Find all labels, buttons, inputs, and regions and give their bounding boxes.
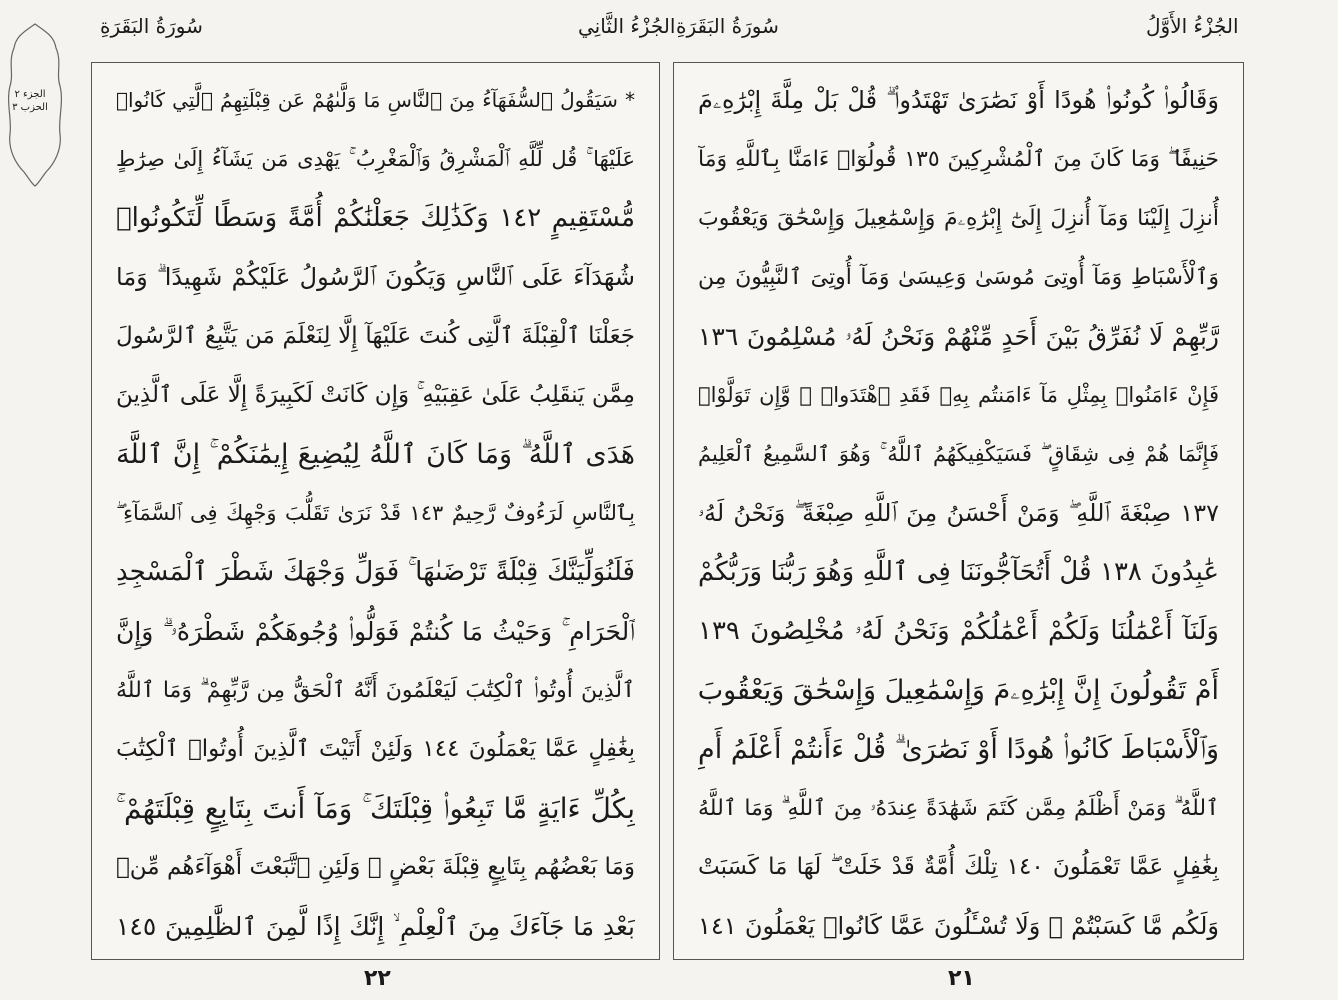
right-line: وَٱلْأَسْبَاطِ وَمَآ أُوتِىَ مُوسَىٰ وَعِيسَىٰ وَمَآ أُوتِىَ ٱلنَّبِيُّونَ مِن xyxy=(698,265,1219,290)
left-line: * سَيَقُولُ ٱلسُّفَهَآءُ مِنَ ٱلنَّاسِ مَا وَلَّىٰهُمْ عَن قِبْلَتِهِمُ ٱلَّتِي كَانُوا۟ xyxy=(116,88,635,112)
right-page-frame xyxy=(673,62,1244,960)
right-line: رَّبِّهِمْ لَا نُفَرِّقُ بَيْنَ أَحَدٍ مِّنْهُمْ وَنَحْنُ لَهُۥ مُسْلِمُونَ ١٣٦ xyxy=(698,322,1219,351)
left-line: ٱلَّذِينَ أُوتُوا۟ ٱلْكِتَٰبَ لَيَعْلَمُونَ أَنَّهُ ٱلْحَقُّ مِن رَّبِّهِمْ ۗ وَمَا ٱللَّهُ xyxy=(116,678,635,703)
right-line: بِغَٰفِلٍ عَمَّا تَعْمَلُونَ ١٤٠ تِلْكَ أُمَّةٌ قَدْ خَلَتْ ۖ لَهَا مَا كَسَبَتْ xyxy=(698,854,1219,880)
left-line: مُّسْتَقِيمٍ ١٤٢ وَكَذَٰلِكَ جَعَلْنَٰكُمْ أُمَّةً وَسَطًا لِّتَكُونُوا۟ xyxy=(116,203,635,233)
left-line: فَلَنُوَلِّيَنَّكَ قِبْلَةً تَرْضَىٰهَا ۚ فَوَلِّ وَجْهَكَ شَطْرَ ٱلْمَسْجِدِ xyxy=(116,557,635,587)
left-line: بَعْدِ مَا جَآءَكَ مِنَ ٱلْعِلْمِ ۙ إِنَّكَ إِذًا لَّمِنَ ٱلظَّٰلِمِينَ ١٤٥ xyxy=(116,912,635,941)
marker-juz: الجزء ٢ xyxy=(14,89,46,100)
left-line: هَدَى ٱللَّهُ ۗ وَمَا كَانَ ٱللَّهُ لِيُضِيعَ إِيمَٰنَكُمْ ۚ إِنَّ ٱللَّهَ xyxy=(116,439,635,470)
right-line: وَٱلْأَسْبَاطَ كَانُوا۟ هُودًا أَوْ نَصَٰرَىٰ ۗ قُلْ ءَأَنتُمْ أَعْلَمُ أَمِ xyxy=(698,734,1219,765)
left-header-surah: سُورَةُ البَقَرَةِ xyxy=(100,14,203,38)
left-line: بِٱلنَّاسِ لَرَءُوفٌ رَّحِيمٌ ١٤٣ قَدْ نَرَىٰ تَقَلُّبَ وَجْهِكَ فِى ٱلسَّمَآءِ ۖ xyxy=(116,501,635,525)
right-line: عَٰبِدُونَ ١٣٨ قُلْ أَتُحَآجُّونَنَا فِى ٱللَّهِ وَهُوَ رَبُّنَا وَرَبُّكُمْ xyxy=(698,557,1219,587)
left-line: شُهَدَآءَ عَلَى ٱلنَّاسِ وَيَكُونَ ٱلرَّسُولُ عَلَيْكُمْ شَهِيدًا ۗ وَمَا xyxy=(116,263,635,291)
right-header-surah: سُورَةُ البَقَرَةِ xyxy=(676,14,779,38)
right-line: فَإِنْ ءَامَنُوا۟ بِمِثْلِ مَآ ءَامَنتُم بِهِۦ فَقَدِ ٱهْتَدَوا۟ ۖ وَّإِن تَوَلَّوْا۟ xyxy=(698,383,1219,407)
right-line: أُنزِلَ إِلَيْنَا وَمَآ أُنزِلَ إِلَىٰٓ إِبْرَٰهِۦمَ وَإِسْمَٰعِيلَ وَإِسْحَٰقَ وَيَعْقُوبَ xyxy=(698,206,1219,231)
right-line: حَنِيفًا ۖ وَمَا كَانَ مِنَ ٱلْمُشْرِكِينَ ١٣٥ قُولُوٓا۟ ءَامَنَّا بِٱللَّهِ وَمَآ xyxy=(698,147,1219,172)
left-line: بِكُلِّ ءَايَةٍ مَّا تَبِعُوا۟ قِبْلَتَكَ ۚ وَمَآ أَنتَ بِتَابِعٍ قِبْلَتَهُمْ ۚ xyxy=(116,792,635,825)
left-header-juz: الجُزْءُ الثَّانِي xyxy=(578,14,676,38)
left-line: مِمَّن يَنقَلِبُ عَلَىٰ عَقِبَيْهِ ۚ وَإِن كَانَتْ لَكَبِيرَةً إِلَّا عَلَى ٱلَّذِينَ xyxy=(116,382,635,408)
right-page-number: ٢١ xyxy=(948,966,975,991)
left-page-number: ٢٢ xyxy=(364,966,391,991)
right-header-juz: الجُزْءُ الأَوَّلُ xyxy=(1146,14,1239,38)
right-line: أَمْ تَقُولُونَ إِنَّ إِبْرَٰهِۦمَ وَإِسْمَٰعِيلَ وَإِسْحَٰقَ وَيَعْقُوبَ xyxy=(698,675,1219,706)
left-line: وَمَا بَعْضُهُم بِتَابِعٍ قِبْلَةَ بَعْضٍ ۚ وَلَئِنِ ٱتَّبَعْتَ أَهْوَآءَهُم مِّنۢ xyxy=(116,854,635,880)
left-line: عَلَيْهَا ۚ قُل لِّلَّهِ ٱلْمَشْرِقُ وَٱلْمَغْرِبُ ۚ يَهْدِى مَن يَشَآءُ إِلَىٰ صِرَٰطٍ xyxy=(116,147,635,171)
right-line: ١٣٧ صِبْغَةَ ٱللَّهِ ۖ وَمَنْ أَحْسَنُ مِنَ ٱللَّهِ صِبْغَةً ۖ وَنَحْنُ لَهُۥ xyxy=(698,499,1219,527)
right-line: وَقَالُوا۟ كُونُوا۟ هُودًا أَوْ نَصَٰرَىٰ تَهْتَدُوا۟ ۗ قُلْ بَلْ مِلَّةَ إِبْرَٰهِۦمَ xyxy=(698,86,1219,114)
left-line: بِغَٰفِلٍ عَمَّا يَعْمَلُونَ ١٤٤ وَلَئِنْ أَتَيْتَ ٱلَّذِينَ أُوتُوا۟ ٱلْكِتَٰبَ xyxy=(116,736,635,762)
left-line: ٱلْحَرَامِ ۚ وَحَيْثُ مَا كُنتُمْ فَوَلُّوا۟ وُجُوهَكُمْ شَطْرَهُۥ ۗ وَإِنَّ xyxy=(116,617,635,646)
left-line: جَعَلْنَا ٱلْقِبْلَةَ ٱلَّتِى كُنتَ عَلَيْهَآ إِلَّا لِنَعْلَمَ مَن يَتَّبِعُ ٱلرَّسُولَ xyxy=(116,323,635,349)
right-line: فَإِنَّمَا هُمْ فِى شِقَاقٍ ۖ فَسَيَكْفِيكَهُمُ ٱللَّهُ ۚ وَهُوَ ٱلسَّمِيعُ ٱلْعَلِيمُ xyxy=(698,442,1219,466)
right-line: ٱللَّهُ ۗ وَمَنْ أَظْلَمُ مِمَّن كَتَمَ شَهَٰدَةً عِندَهُۥ مِنَ ٱللَّهِ ۗ وَمَا ٱللَّهُ xyxy=(698,796,1219,821)
right-line: وَلَكُم مَّا كَسَبْتُمْ ۖ وَلَا تُسْـَٔلُونَ عَمَّا كَانُوا۟ يَعْمَلُونَ ١٤١ xyxy=(698,912,1219,940)
right-line: وَلَنَآ أَعْمَٰلُنَا وَلَكُمْ أَعْمَٰلُكُمْ وَنَحْنُ لَهُۥ مُخْلِصُونَ ١٣٩ xyxy=(698,616,1219,646)
left-page-frame xyxy=(91,62,660,960)
marker-hizb: الحزب ٣ xyxy=(12,102,48,113)
